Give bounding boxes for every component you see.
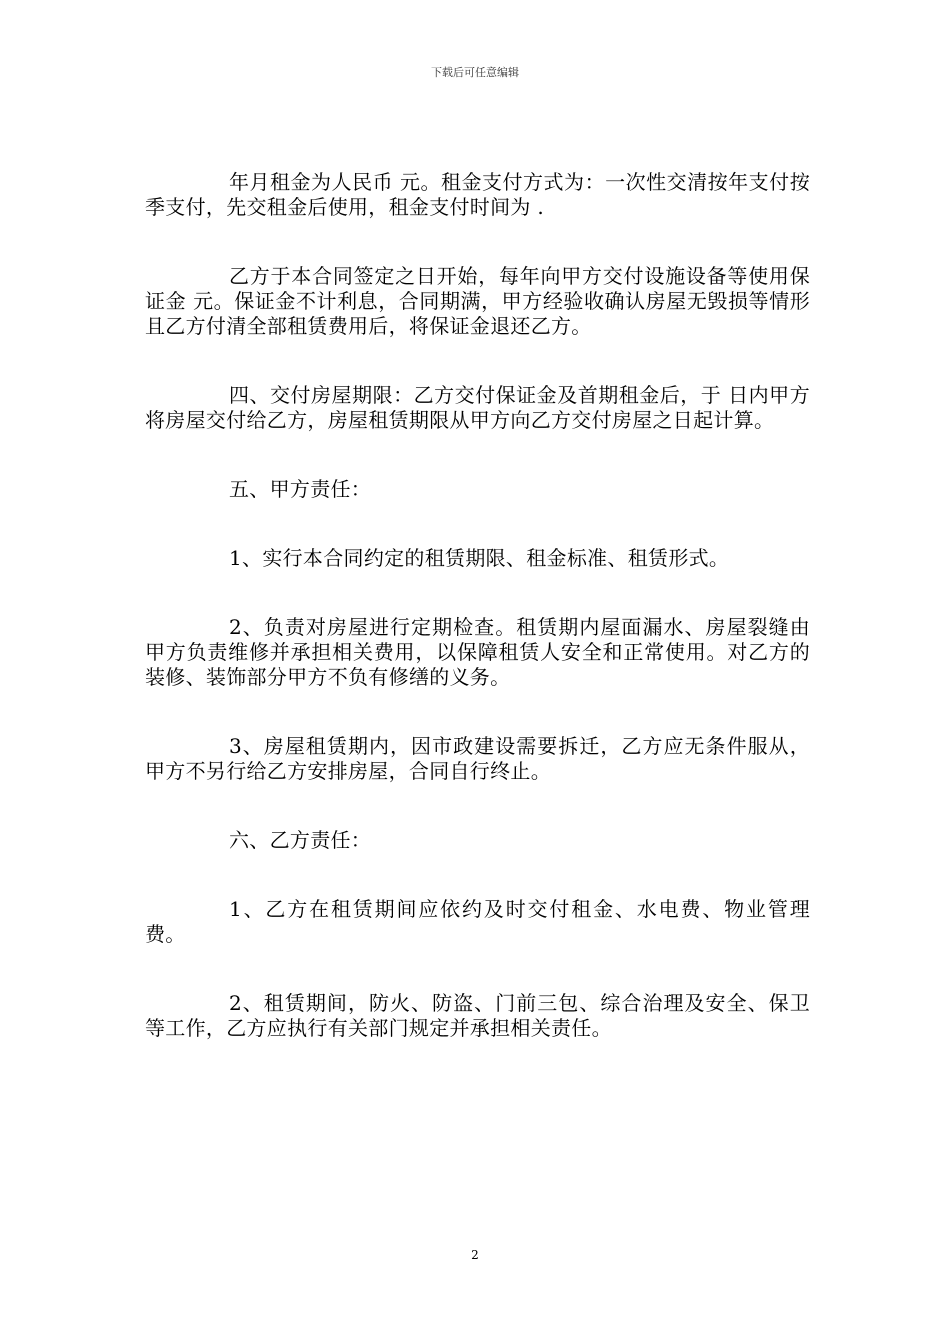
document-body — [145, 170, 810, 1085]
section-heading-party-a: 五、甲方责任： — [229, 477, 372, 501]
paragraph-party-b-item-1: 1、乙方在租赁期间应依约及时交付租金、水电费、物业管理费。 — [145, 897, 810, 946]
paragraph-delivery-period: 四、交付房屋期限：乙方交付保证金及首期租金后，于 日内甲方将房屋交付给乙方，房屋租赁期限从甲方向乙方交付房屋之日起计算。 — [145, 383, 810, 432]
paragraph-deposit: 乙方于本合同签定之日开始，每年向甲方交付设施设备等使用保证金 元。保证金不计利息，合同期满，甲方经验收确认房屋无毁损等情形且乙方付清全部租赁费用后，将保证金退还乙方。 — [145, 264, 810, 338]
paragraph-party-b-item-2: 2、租赁期间，防火、防盗、门前三包、综合治理及安全、保卫等工作，乙方应执行有关部门规定并承担相关责任。 — [145, 991, 810, 1040]
paragraph-rent-payment: 年月租金为人民币 元。租金支付方式为：一次性交清按年支付按季支付，先交租金后使用，租金支付时间为 . — [145, 170, 810, 219]
section-heading-party-b: 六、乙方责任： — [229, 828, 372, 852]
paragraph-party-a-item-1: 1、实行本合同约定的租赁期限、租金标准、租赁形式。 — [229, 546, 730, 570]
page-number: 2 — [471, 1248, 479, 1262]
page-header: 下载后可任意编辑 — [431, 66, 519, 79]
paragraph-party-a-item-2: 2、负责对房屋进行定期检查。租赁期内屋面漏水、房屋裂缝由甲方负责维修并承担相关费用，以保障租赁人安全和正常使用。对乙方的装修、装饰部分甲方不负有修缮的义务。 — [145, 615, 810, 689]
paragraph-party-a-item-3: 3、房屋租赁期内，因市政建设需要拆迁，乙方应无条件服从，甲方不另行给乙方安排房屋，合同自行终止。 — [145, 734, 810, 783]
